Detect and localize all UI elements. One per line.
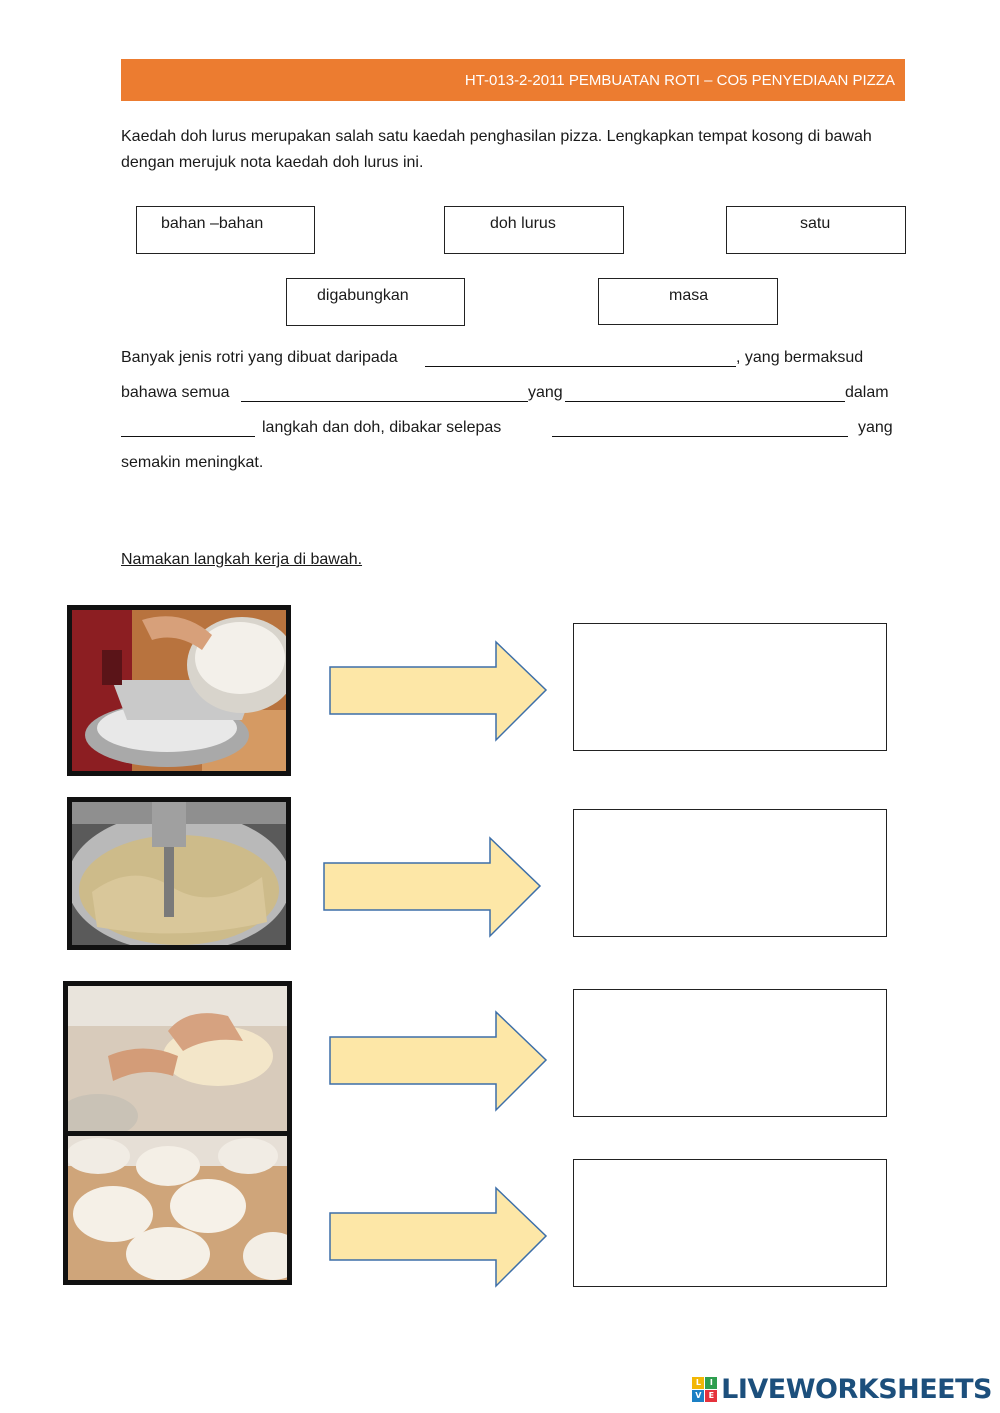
word-box-masa	[598, 278, 778, 325]
brand-logo[interactable]	[692, 1374, 992, 1405]
word-label: doh lurus	[490, 215, 556, 232]
step-photo-2	[67, 797, 291, 950]
word-label: bahan –bahan	[161, 215, 264, 232]
arrow-icon	[328, 1186, 550, 1290]
intro-text: Kaedah doh lurus merupakan salah satu kaedah penghasilan pizza. Lengkapkan tempat kosong di bawah dengan merujuk nota kaedah doh lurus ini.	[121, 128, 872, 171]
step-photo-3	[63, 981, 292, 1138]
blank-5[interactable]	[552, 436, 848, 437]
step-photo-4	[63, 1131, 292, 1285]
blank-3[interactable]	[565, 401, 845, 402]
section-title: Namakan langkah kerja di bawah.	[121, 551, 363, 568]
kneading-image	[68, 986, 287, 1133]
paragraph-line3-end: yang	[858, 419, 893, 436]
brand-icon: L I V E	[692, 1377, 717, 1402]
answer-box-3[interactable]	[573, 989, 887, 1117]
step-photo-1	[67, 605, 291, 776]
answer-box-2[interactable]	[573, 809, 887, 937]
word-label: satu	[800, 215, 831, 232]
word-label: masa	[669, 287, 709, 304]
dough-mixer-image	[72, 802, 286, 945]
arrow-icon	[328, 1010, 550, 1114]
word-box-doh-lurus	[444, 206, 624, 254]
header-title: HT-013-2-2011 PEMBUATAN ROTI – CO5 PENYEDIAAN PIZZA	[464, 71, 895, 89]
paragraph-line4: semakin meningkat.	[121, 454, 264, 471]
arrow-icon	[322, 836, 544, 940]
paragraph-line1-start: Banyak jenis rotri yang dibuat daripada	[121, 349, 398, 366]
answer-box-1[interactable]	[573, 623, 887, 751]
word-label: digabungkan	[317, 287, 409, 304]
arrow-icon	[328, 640, 550, 744]
word-box-bahan	[136, 206, 315, 254]
blank-4[interactable]	[121, 436, 255, 437]
word-box-satu	[726, 206, 906, 254]
paragraph-line1-end: , yang bermaksud	[736, 349, 864, 366]
paragraph-line2-end: dalam	[845, 384, 889, 401]
answer-box-4[interactable]	[573, 1159, 887, 1287]
blank-2[interactable]	[241, 401, 528, 402]
paragraph-line2-start: bahawa semua	[121, 384, 230, 401]
word-box-digabungkan	[286, 278, 465, 326]
paragraph-line2-mid: yang	[528, 384, 563, 401]
flour-mixer-image	[72, 610, 286, 771]
blank-1[interactable]	[425, 366, 736, 367]
dough-balls-image	[68, 1136, 287, 1280]
brand-text: LIVEWORKSHEETS	[721, 1374, 992, 1405]
paragraph-line3-start: langkah dan doh, dibakar selepas	[262, 419, 502, 436]
header-bar	[121, 59, 905, 101]
